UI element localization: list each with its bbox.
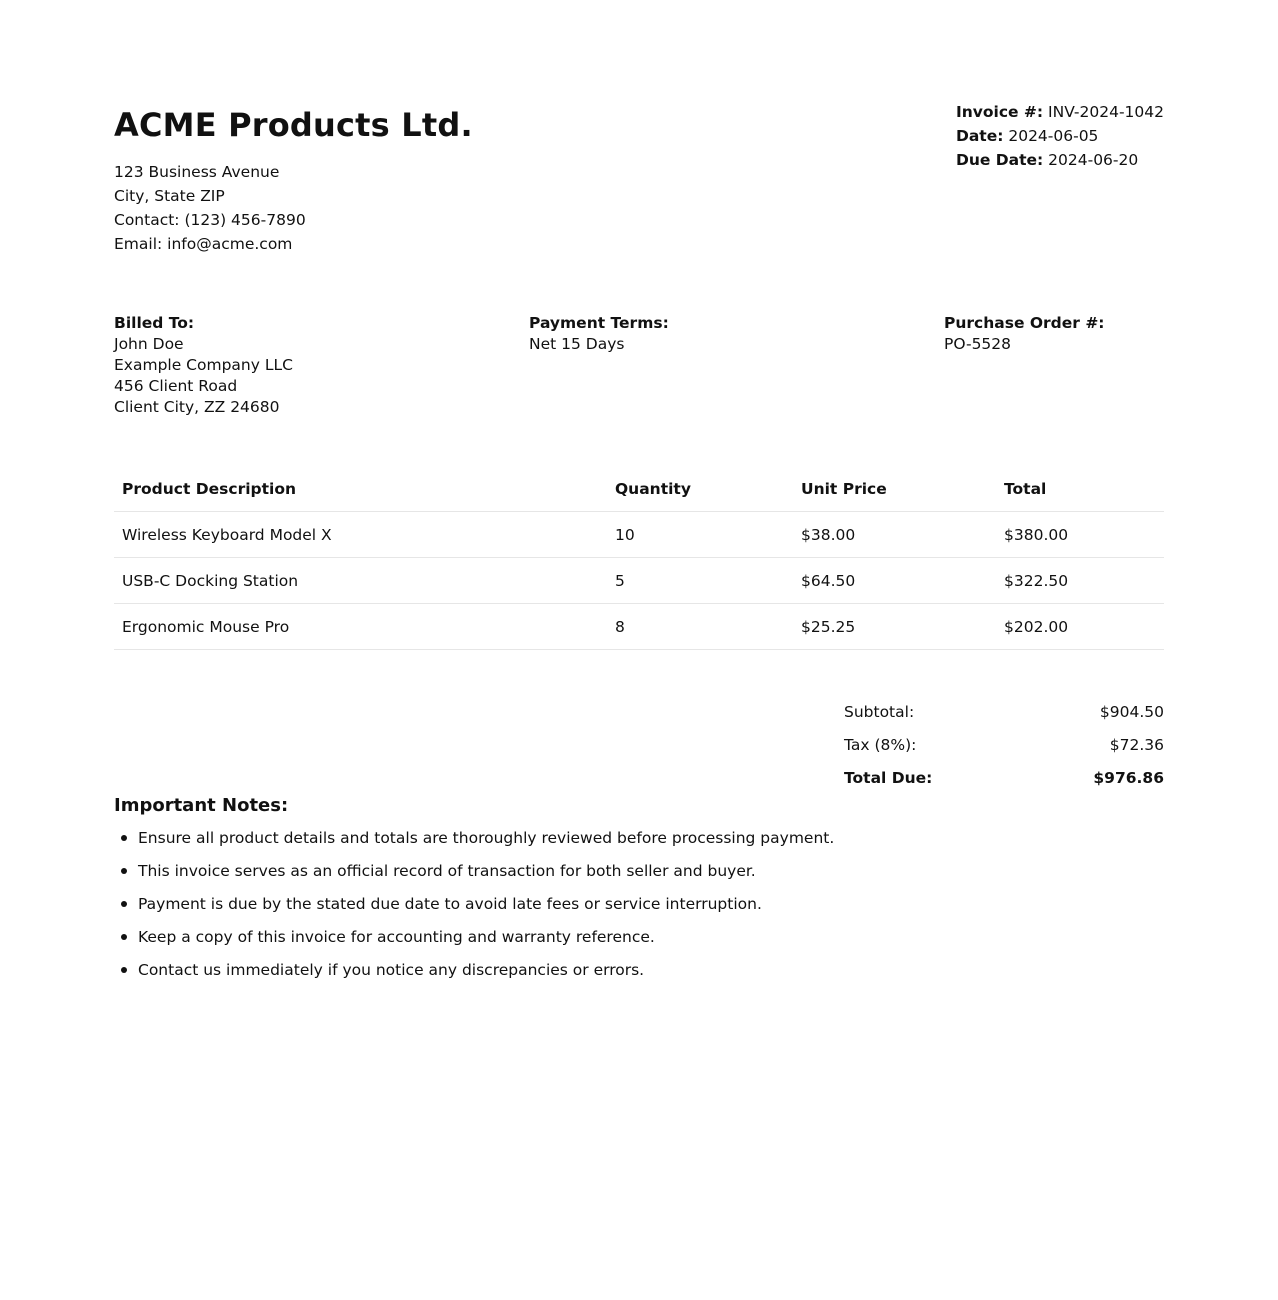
table-row xyxy=(114,604,1164,650)
cell-total: $202.00 xyxy=(1004,618,1069,636)
table-row xyxy=(114,558,1164,604)
cell-description: USB-C Docking Station xyxy=(122,572,299,590)
bullet-icon xyxy=(121,835,127,841)
invoice-date-row xyxy=(956,124,1164,148)
invoice-number: INV-2024-1042 xyxy=(1048,103,1164,121)
purchase-order-block xyxy=(944,313,1105,355)
invoice-due-row xyxy=(956,148,1164,172)
list-item xyxy=(114,858,1164,891)
company-contact: Contact: (123) 456-7890 xyxy=(114,211,306,229)
note-text: Ensure all product details and totals are thoroughly reviewed before processing payment. xyxy=(138,829,835,847)
payment-terms-label: Payment Terms: xyxy=(529,314,669,332)
purchase-order-value: PO-5528 xyxy=(944,335,1012,353)
company-address-line2: City, State ZIP xyxy=(114,187,225,205)
cell-quantity: 8 xyxy=(615,618,625,636)
subtotal-row xyxy=(844,699,1164,732)
subtotal-value: $904.50 xyxy=(1099,703,1164,721)
cell-total: $380.00 xyxy=(1004,526,1069,544)
purchase-order-label: Purchase Order #: xyxy=(944,314,1105,332)
header-total: Total xyxy=(1004,480,1047,498)
invoice-info-section xyxy=(114,313,1164,433)
payment-terms-value: Net 15 Days xyxy=(529,335,625,353)
billed-to-label: Billed To: xyxy=(114,314,195,332)
tax-row xyxy=(844,732,1164,765)
invoice-due-date: 2024-06-20 xyxy=(1048,151,1139,169)
bullet-icon xyxy=(121,934,127,940)
invoice-meta xyxy=(956,100,1164,172)
totals-block xyxy=(844,699,1164,798)
note-text: Contact us immediately if you notice any discrepancies or errors. xyxy=(138,961,645,979)
header-quantity: Quantity xyxy=(615,480,691,498)
payment-terms-block xyxy=(529,313,669,355)
total-due-value: $976.86 xyxy=(1093,769,1164,787)
note-text: Keep a copy of this invoice for accounting and warranty reference. xyxy=(138,928,655,946)
company-address-block xyxy=(114,160,306,256)
company-name: ACME Products Ltd. xyxy=(114,106,473,144)
bullet-icon xyxy=(121,868,127,874)
notes-list xyxy=(114,825,1164,990)
notes-section xyxy=(114,793,1164,990)
company-address-line1: 123 Business Avenue xyxy=(114,163,280,181)
invoice-number-label: Invoice #: xyxy=(955,103,1044,121)
list-item xyxy=(114,825,1164,858)
cell-quantity: 5 xyxy=(615,572,625,590)
billed-to-address-line1: 456 Client Road xyxy=(114,377,238,395)
list-item xyxy=(114,891,1164,924)
invoice-page xyxy=(114,0,1164,1300)
table-header-row xyxy=(114,466,1164,512)
total-due-label: Total Due: xyxy=(844,769,933,787)
note-text: This invoice serves as an official record of transaction for both seller and buyer. xyxy=(138,862,756,880)
invoice-date: 2024-06-05 xyxy=(1008,127,1099,145)
invoice-number-row xyxy=(956,100,1164,124)
notes-title: Important Notes: xyxy=(114,795,289,816)
cell-quantity: 10 xyxy=(615,526,635,544)
invoice-date-label: Date: xyxy=(955,127,1004,145)
company-email: Email: info@acme.com xyxy=(114,235,293,253)
table-row xyxy=(114,512,1164,558)
header-product-description: Product Description xyxy=(122,480,297,498)
cell-unit-price: $38.00 xyxy=(801,526,856,544)
invoice-due-label: Due Date: xyxy=(955,151,1044,169)
header-unit-price: Unit Price xyxy=(801,480,887,498)
billed-to-company: Example Company LLC xyxy=(114,356,293,374)
billed-to-name: John Doe xyxy=(114,335,184,353)
cell-unit-price: $64.50 xyxy=(801,572,856,590)
cell-unit-price: $25.25 xyxy=(801,618,856,636)
list-item xyxy=(114,957,1164,990)
subtotal-label: Subtotal: xyxy=(844,703,915,721)
list-item xyxy=(114,924,1164,957)
bullet-icon xyxy=(121,967,127,973)
tax-value: $72.36 xyxy=(1109,736,1164,754)
billed-to-address-line2: Client City, ZZ 24680 xyxy=(114,398,280,416)
billed-to-block xyxy=(114,313,293,418)
note-text: Payment is due by the stated due date to avoid late fees or service interruption. xyxy=(138,895,762,913)
items-table xyxy=(114,466,1164,650)
cell-description: Ergonomic Mouse Pro xyxy=(122,618,290,636)
cell-description: Wireless Keyboard Model X xyxy=(122,526,332,544)
bullet-icon xyxy=(121,901,127,907)
cell-total: $322.50 xyxy=(1004,572,1069,590)
tax-label: Tax (8%): xyxy=(844,736,917,754)
